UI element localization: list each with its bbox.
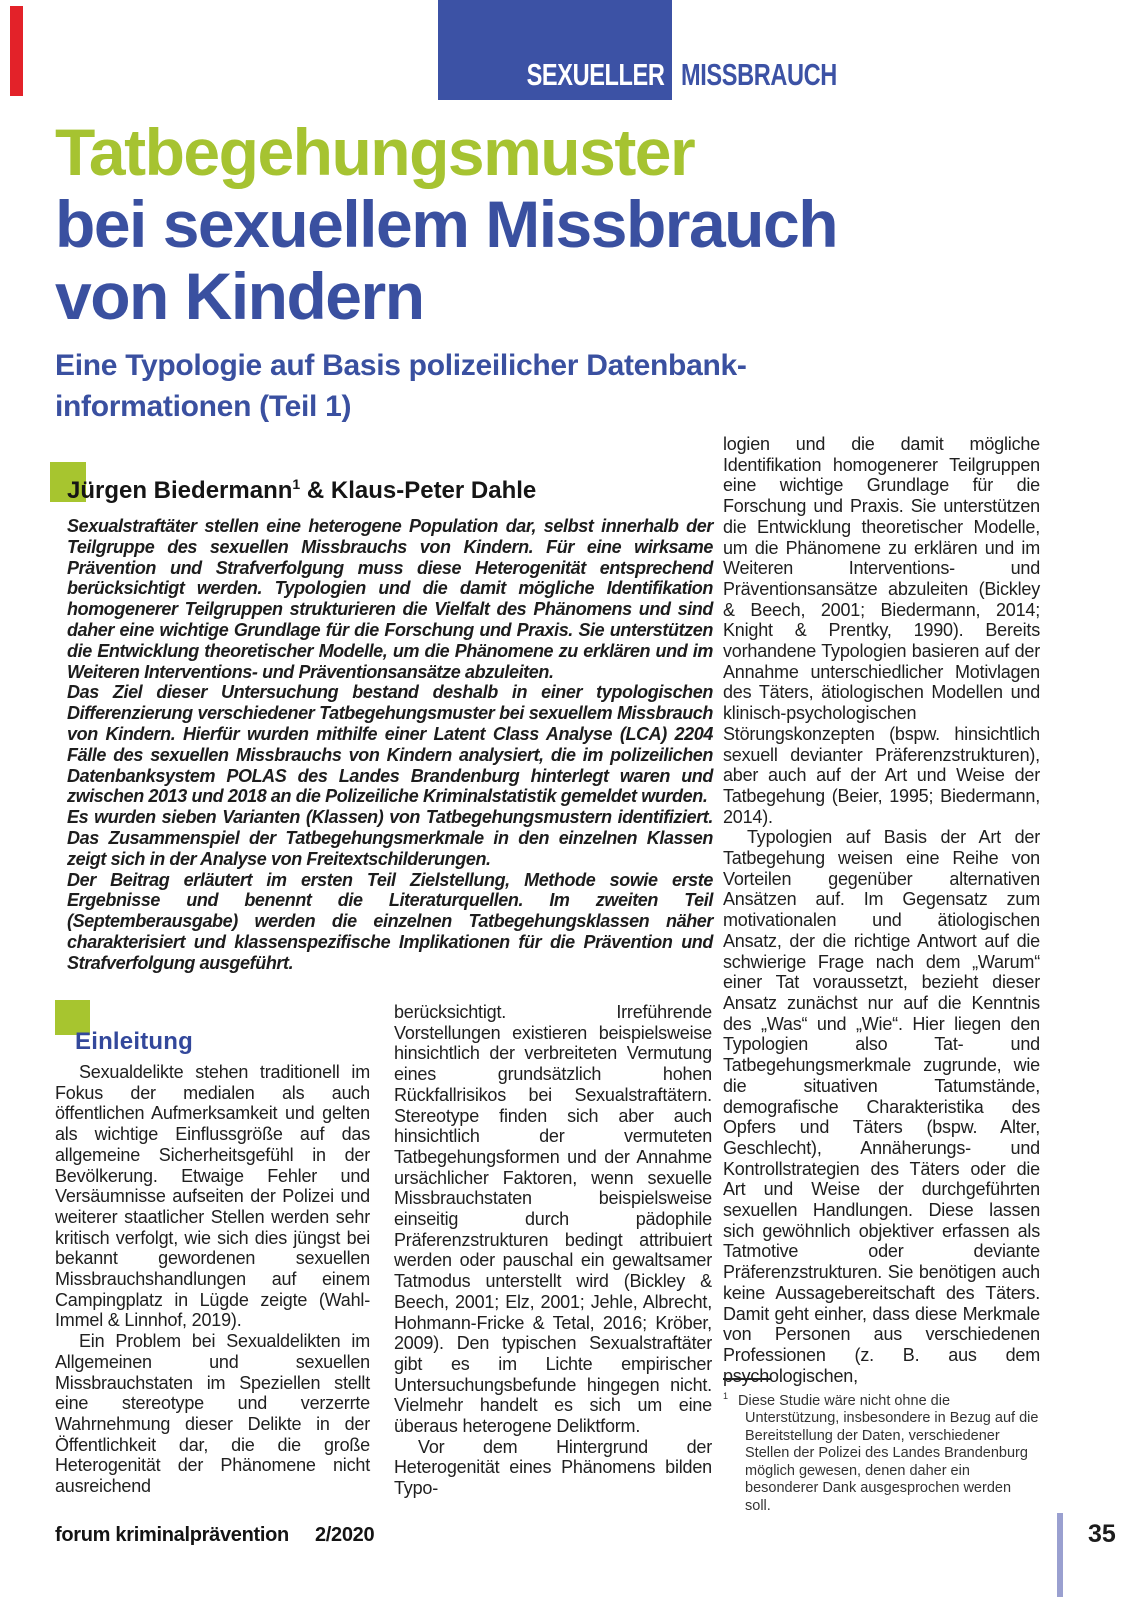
abstract [67,516,713,974]
body-paragraph: Ein Problem bei Sexualdelikten im Allgemeinen und sexuellen Missbrauchstaten im Speziellen stellt eine stereotype und verzerrte Wahrnehmung dieser Delikte in der Öffentlichkeit dar, die die große Heterogenität der Phänomene nicht ausreichend [55,1331,370,1497]
title-line-2: bei sexuellem Missbrauch [55,187,838,261]
title-line-3: von Kindern [55,259,424,333]
subtitle-line-2: informationen (Teil 1) [55,390,352,423]
abstract-paragraph: Es wurden sieben Varianten (Klassen) von Tatbegehungsmustern identifiziert. Das Zusammenspiel der Tatbegehungsmerkmale in den einzelnen Klassen zeigt sich in der Analyse von Freitextschilderungen. [67,807,713,869]
red-page-edge-mark [10,6,23,96]
footnote-text [723,1388,1040,1515]
footnote-marker: 1 [723,1391,729,1401]
title-line-1: Tatbegehungsmuster [55,115,695,189]
kicker-highlight-text: SEXUELLER [527,57,665,92]
journal-name: forum kriminalprävention [55,1524,289,1546]
kicker-rest-text: MISSBRAUCH [681,57,837,92]
page-number-bar [1057,1513,1063,1597]
article-subtitle [55,345,747,427]
abstract-paragraph: Sexualstraftäter stellen eine heterogene Population dar, selbst innerhalb der Teilgruppe des sexuellen Missbrauchs von Kindern. Für eine wirksame Prävention und Strafverfolgung muss diese Heterogenität entsprechend berücksichtigt werden. Typologien und die damit mögliche Identifikation homogenerer Teilgruppen strukturieren die Vielfalt des Phänomens und sind daher eine wichtige Grundlage für die Forschung und Praxis. Sie unterstützen die Entwicklung theoretischer Modelle, um die Phänomene zu erklären und im Weiteren Interventions- und Präventionsansätze abzuleiten. [67,516,713,682]
text-column-2 [394,1002,712,1499]
section-heading-einleitung: Einleitung [75,1028,193,1055]
abstract-paragraph: Das Ziel dieser Untersuchung bestand deshalb in einer typologischen Differenzierung verschiedener Tatbegehungsmuster bei sexuellem Missbrauch von Kindern. Hierfür wurden mithilfe einer Latent Class Analyse (LCA) 2204 Fälle des sexuellen Missbrauchs von Kindern analysiert, die im polizeilichen Datenbanksystem POLAS des Landes Brandenburg hinterlegt waren und zwischen 2013 und 2018 an die Polizeiliche Kriminalstatistik gemeldet wurden. [67,682,713,807]
footnote-divider [723,1378,771,1380]
body-paragraph: Sexualdelikte stehen traditionell im Fokus der medialen als auch öffentlichen Aufmerksamkeit und gelten als wichtige Einflussgröße auf das allgemeine Sicherheitsgefühl in der Bevölkerung. Etwaige Fehler und Versäumnisse aufseiten der Polizei und weiterer staatlicher Stellen werden sehr kritisch verfolgt, wie sich dies jüngst bei bekannt gewordenen sexuellen Missbrauchshandlungen auf einem Campingplatz in Lügde zeigte (Wahl-Immel & Linnhof, 2019). [55,1062,370,1331]
body-paragraph: Typologien auf Basis der Art der Tatbegehung weisen eine Reihe von Vorteilen gegenüber alternativen Ansätzen auf. Im Gegensatz zum motivationalen und ätiologischen Ansatz, der die richtige Antwort auf die schwierige Frage nach dem „Warum“ einer Tat voraussetzt, bezieht dieser Ansatz zunächst nur auf die Kenntnis des „Was“ und „Wie“. Hier liegen den Typologien also Tat- und Tatbegehungsmerkmale zugrunde, wie die situativen Tatumstände, demografische Charakteristika des Opfers und Täters (bspw. Alter, Geschlecht), Annäherungs- und Kontrollstrategien des Täters oder die Art und Weise der durchgeführten sexuellen Handlungen. Diese lassen sich gewöhnlich objektiver erfassen als Tatmotive oder deviante Präferenzstrukturen. Sie benötigen auch keine Aussagebereitschaft des Täters. Damit geht einher, dass diese Merkmale von Personen aus verschiedenen Professionen (z. B. aus dem psychologischen, [723,827,1040,1386]
kicker-highlight-box [438,0,672,100]
author-separator: & [300,477,331,504]
author-name-2: Klaus-Peter Dahle [330,477,537,504]
author-byline [67,476,536,505]
subtitle-line-1: Eine Typologie auf Basis polizeilicher Datenbank- [55,349,747,382]
author-footnote-ref: 1 [292,476,301,492]
journal-issue: 2/2020 [314,1524,375,1546]
text-column-1 [55,1062,370,1497]
body-paragraph: logien und die damit mögliche Identifikation homogenerer Teilgruppen eine wichtige Grundlage für die Forschung und Praxis. Sie unterstützen die Entwicklung theoretischer Modelle, um die Phänomene zu erklären und im Weiteren Interventions- und Präventionsansätze abzuleiten (Bickley & Beech, 2001; Biedermann, 2014; Knight & Prentky, 1990). Bereits vorhandene Typologien basieren auf der Annahme unterschiedlicher Motivlagen des Täters, ätiologischen Modellen und klinisch-psychologischen Störungskonzepten (bspw. hinsichtlich sexuell devianter Präferenzstrukturen), aber auch auf der Art und Weise der Tatbegehung (Beier, 1995; Biedermann, 2014). [723,434,1040,827]
footnote [723,1378,1040,1515]
body-paragraph: berücksichtigt. Irreführende Vorstellungen existieren beispielsweise hinsichtlich der verbreiteten Vermutung eines grundsätzlich hohen Rückfallrisikos bei Sexualstraftätern. Stereotype finden sich aber auch hinsichtlich der vermuteten Tatbegehungsformen und der Annahme ursächlicher Faktoren, wenn sexuelle Missbrauchstaten beispielsweise einseitig durch pädophile Präferenzstrukturen bedingt attribuiert werden oder pauschal ein gewaltsamer Tatmodus unterstellt wird (Bickley & Beech, 2001; Elz, 2001; Jehle, Albrecht, Hohmann-Fricke & Tetal, 2016; Kröber, 2009). Den typischen Sexualstraftäter gibt es im Lichte empirischer Untersuchungsbefunde hingegen nicht. Vielmehr handelt es sich um eine überaus heterogene Deliktform. [394,1002,712,1437]
footnote-body: Diese Studie wäre nicht ohne die Unterstützung, insbesondere in Bezug auf die Bereitstellung der Daten, verschiedener Stellen der Polizei des Landes Brandenburg möglich gewesen, denen daher ein besonderer Dank ausgesprochen werden soll. [738,1392,1039,1514]
page-number: 35 [1088,1520,1116,1548]
abstract-paragraph: Der Beitrag erläutert im ersten Teil Zielstellung, Methode sowie erste Ergebnisse und benennt die Literaturquellen. Im zweiten Teil (Septemberausgabe) werden die einzelnen Tatbegehungsklassen näher charakterisiert und klassenspezifische Implikationen für die Prävention und Strafverfolgung ausgeführt. [67,869,713,973]
footer-journal-info [55,1524,374,1547]
section-kicker [438,0,886,100]
body-paragraph: Vor dem Hintergrund der Heterogenität eines Phänomens bilden Typo- [394,1436,712,1499]
article-title [55,116,837,332]
author-name-1: Jürgen Biedermann [67,477,293,504]
text-column-3 [723,434,1040,1386]
